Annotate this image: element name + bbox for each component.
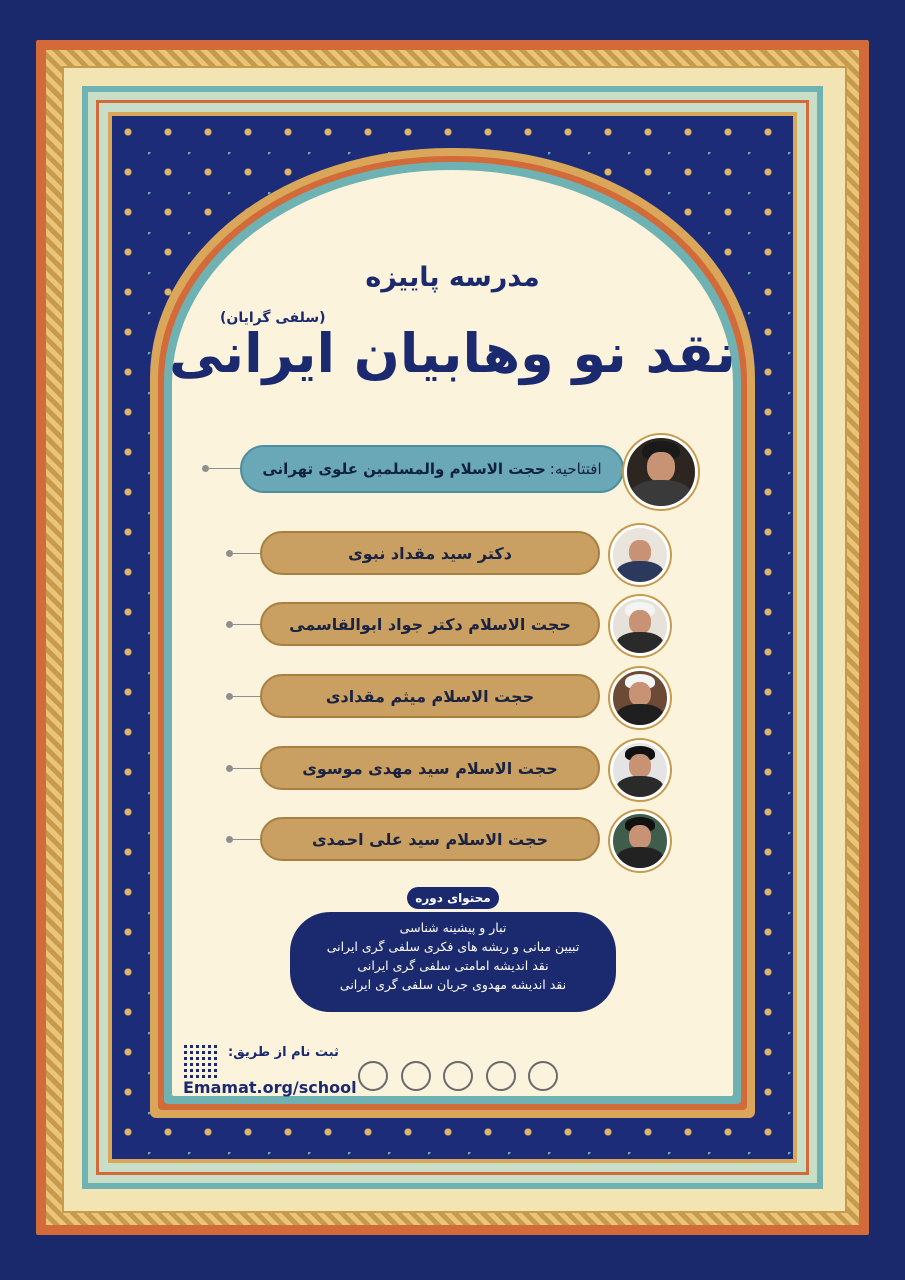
- speaker-pill-1: دکتر سید مقداد نبوی: [260, 531, 600, 575]
- opening-speaker: حجت الاسلام والمسلمین علوی تهرانی: [262, 460, 546, 478]
- speaker-pill-5: حجت الاسلام سید علی احمدی: [260, 817, 600, 861]
- speaker-pill-4: حجت الاسلام سید مهدی موسوی: [260, 746, 600, 790]
- face-shape: [629, 682, 651, 706]
- registration-label: ثبت نام از طریق:: [228, 1045, 339, 1060]
- sponsor-logo-icon: [358, 1061, 388, 1091]
- school-label: مدرسه پاییزه: [365, 262, 540, 293]
- avatar-speaker-3: [610, 668, 670, 728]
- avatar-speaker-1: [610, 525, 670, 585]
- connector-line: [230, 696, 262, 697]
- body-shape: [616, 704, 665, 728]
- course-badge: محتوای دوره: [407, 887, 499, 909]
- poster-title: نقد نو وهابیان ایرانی: [169, 322, 736, 385]
- body-shape: [616, 847, 665, 871]
- opening-pill: [240, 445, 624, 493]
- sponsor-logo-icon: [401, 1061, 431, 1091]
- connector-line: [230, 624, 262, 625]
- body-shape: [616, 561, 665, 585]
- face-shape: [629, 754, 651, 778]
- body-shape: [616, 776, 665, 800]
- body-shape: [630, 480, 691, 509]
- course-content-box: [290, 912, 616, 1012]
- speaker-pill-2: حجت الاسلام دکتر جواد ابوالقاسمی: [260, 602, 600, 646]
- face-shape: [629, 825, 651, 849]
- connector-line: [230, 553, 262, 554]
- registration-url[interactable]: Emamat.org/school: [183, 1078, 357, 1097]
- sponsor-logos: [358, 1052, 558, 1100]
- avatar-speaker-4: [610, 740, 670, 800]
- qr-code-icon[interactable]: [184, 1045, 218, 1079]
- speaker-pill-3: حجت الاسلام میثم مقدادی: [260, 674, 600, 718]
- connector-line: [230, 768, 262, 769]
- avatar-speaker-2: [610, 596, 670, 656]
- avatar-speaker-5: [610, 811, 670, 871]
- sponsor-logo-icon: [443, 1061, 473, 1091]
- body-shape: [616, 632, 665, 656]
- face-shape: [647, 452, 674, 483]
- connector-line: [230, 839, 262, 840]
- opening-label: افتتاحیه:: [549, 460, 602, 478]
- course-item: نقد اندیشه امامتی سلفی گری ایرانی: [357, 958, 549, 973]
- sponsor-logo-icon: [528, 1061, 558, 1091]
- face-shape: [629, 610, 651, 634]
- subtitle: (سلفی گرایان): [220, 310, 326, 326]
- connector-line: [206, 468, 242, 469]
- avatar-opening: [624, 435, 698, 509]
- course-item: نقد اندیشه مهدوی جریان سلفی گری ایرانی: [339, 977, 567, 992]
- sponsor-logo-icon: [486, 1061, 516, 1091]
- course-item: تبار و پیشینه شناسی: [399, 920, 507, 935]
- course-item: تبیین مبانی و ریشه های فکری سلفی گری ایرانی: [326, 939, 580, 954]
